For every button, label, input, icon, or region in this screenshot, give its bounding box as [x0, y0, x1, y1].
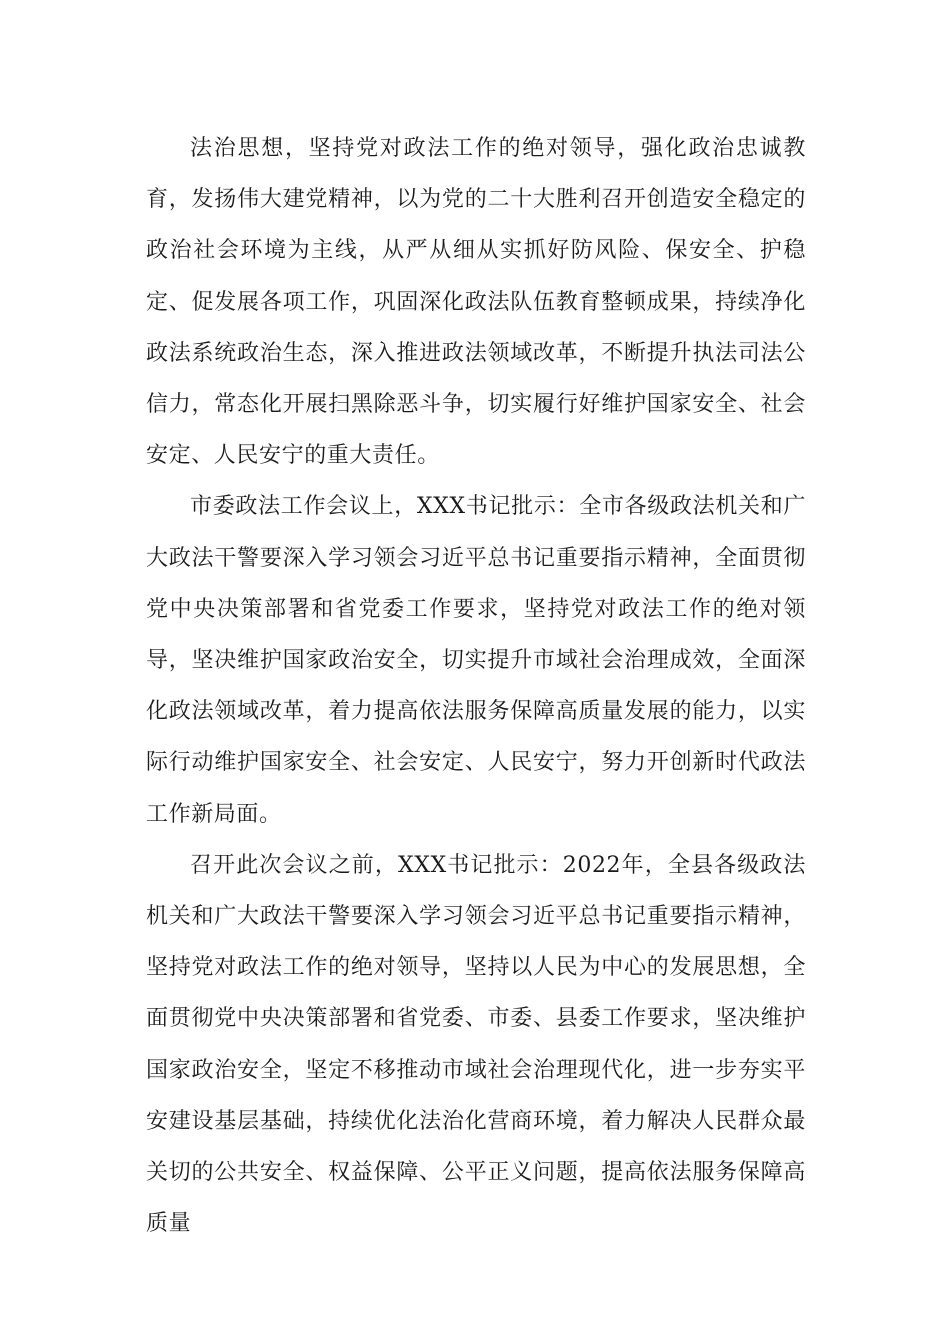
document-page — [146, 123, 806, 1249]
paragraph-2: 市委政法工作会议上，XXX书记批示：全市各级政法机关和广大政法干警要深入学习领会习近平总书记重要指示精神，全面贯彻党中央决策部署和省党委工作要求，坚持党对政法工作的绝对领导，坚决维护国家政治安全，切实提升市域社会治理成效，全面深化政法领域改革，着力提高依法服务保障高质量发展的能力，以实际行动维护国家安全、社会安定、人民安宁，努力开创新时代政法工作新局面。 — [146, 494, 806, 827]
paragraph-3: 召开此次会议之前，XXX书记批示：2022年，全县各级政法机关和广大政法干警要深入学习领会习近平总书记重要指示精神，坚持党对政法工作的绝对领导，坚持以人民为中心的发展思想，全面贯彻党中央决策部署和省党委、市委、县委工作要求，坚决维护国家政治安全，坚定不移推动市域社会治理现代化，进一步夯实平安建设基层基础，持续优化法治化营商环境，着力解决人民群众最关切的公共安全、权益保障、公平正义问题，提高依法服务保障高质量 — [146, 852, 806, 1237]
paragraph-1: 法治思想，坚持党对政法工作的绝对领导，强化政治忠诚教育，发扬伟大建党精神，以为党的二十大胜利召开创造安全稳定的政治社会环境为主线，从严从细从实抓好防风险、保安全、护稳定、促发展各项工作，巩固深化政法队伍教育整顿成果，持续净化政法系统政治生态，深入推进政法领域改革，不断提升执法司法公信力，常态化开展扫黑除恶斗争，切实履行好维护国家安全、社会安定、人民安宁的重大责任。 — [146, 136, 806, 469]
